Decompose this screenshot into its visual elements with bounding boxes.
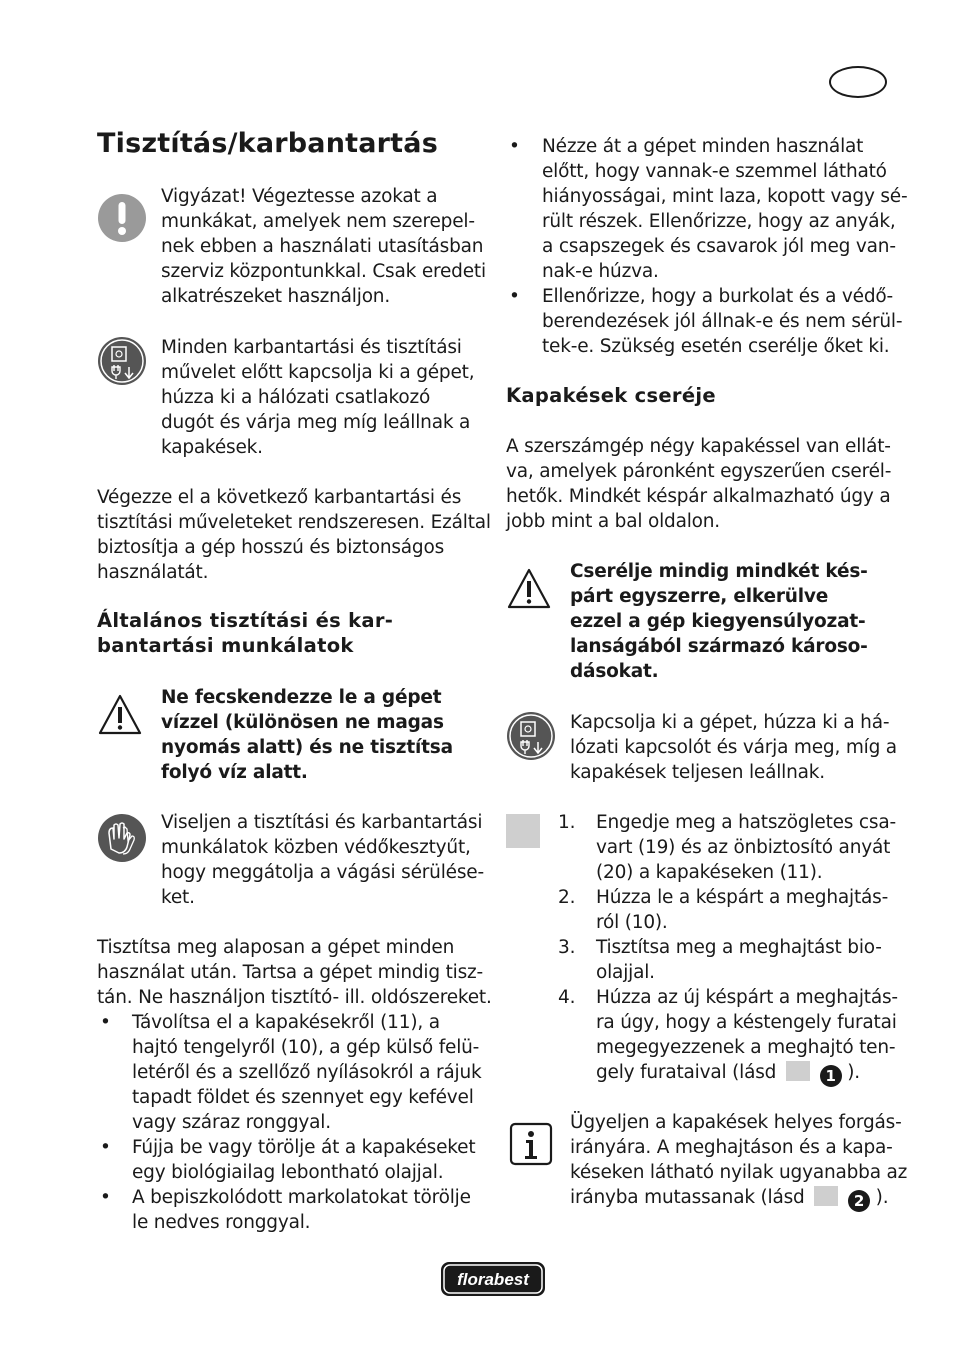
plug-note-1: Minden karbantartási és tisztítási művelet előtt kapcsolja ki a gépet, húzza ki a hálózati csatlakozó dugót és várja meg míg leállnak a kapakések. bbox=[161, 337, 475, 458]
section-heading-general: Általános tisztítási és kar- bantartási munkálatok bbox=[97, 609, 394, 657]
figure-number-badge: 2 bbox=[848, 1190, 870, 1212]
blade-pair-warning: Cserélje mindig mindkét kés- párt egyszerre, elkerülve ezzel a gép kiegyensúlyozat- lanságából származó károso- dásokat. bbox=[570, 561, 868, 682]
blade-intro: A szerszámgép négy kapakéssel van ellát- va, amelyek páronként egyszerűen cserél- hetők. Mindkét késpár alkalmazható úgy a jobb mint a bal oldalon. bbox=[506, 436, 892, 532]
left-bullet-list bbox=[97, 1010, 487, 1235]
warning-paragraph-1: Vigyázat! Végeztesse azokat a munkákat, amelyek nem szerepel- nek ebben a használati utasításban szerviz központunkkal. Csak eredeti alkatrészeket használjon. bbox=[161, 186, 486, 307]
figure-number-badge: 1 bbox=[820, 1065, 842, 1087]
svg-text:florabest: florabest bbox=[457, 1270, 529, 1289]
list-item: • Távolítsa el a kapakésekről (11), a hajtó tengelyről (10), a gép külső felü- letéről és a szellőző nyílásokról a rájuk tapadt földet és szennyet egy kefével vagy száraz ronggyal. bbox=[100, 1012, 482, 1133]
florabest-logo bbox=[438, 1258, 548, 1300]
page-title: Tisztítás/karbantartás bbox=[97, 128, 438, 159]
figure-ref-box bbox=[814, 1186, 838, 1206]
exclamation-icon bbox=[97, 193, 147, 243]
figure-placeholder bbox=[506, 814, 540, 848]
water-warning: Ne fecskendezze le a gépet vízzel (különösen ne magas nyomás alatt) és ne tisztítsa folyó víz alatt. bbox=[161, 687, 453, 783]
list-item: • Fújja be vagy törölje át a kapakéseket egy biológiailag lebontható olajjal. bbox=[100, 1137, 476, 1183]
unplug-icon bbox=[506, 710, 556, 762]
gloves-note: Viseljen a tisztítási és karbantartási munkálatok közben védőkesztyűt, hogy meggátolja a vágási sérülése- ket. bbox=[161, 812, 484, 908]
right-bullet-list bbox=[506, 134, 908, 359]
list-item: 3. Tisztítsa meg a meghajtást bio- olajjal. bbox=[558, 937, 882, 983]
list-item: 4. Húzza az új késpárt a meghajtás- ra úgy, hogy a késtengely furatai megegyezzenek a meghajtó ten- gely furataival (lásd 1 ). bbox=[558, 987, 898, 1085]
language-indicator bbox=[829, 66, 887, 98]
cleaning-intro: Tisztítsa meg alaposan a gépet minden használat után. Tartsa a gépet mindig tisz- tán. Ne használjon tisztító- ill. oldószereket. bbox=[97, 937, 492, 1008]
list-item: 1. Engedje meg a hatszögletes csa- vart (19) és az önbiztosító anyát (20) a kapakéseken (11). bbox=[558, 812, 896, 883]
info-note: Ügyeljen a kapakések helyes forgás- irányára. A meghajtáson és a kapa- késeken látható nyilak ugyanabba az irányba mutassanak (lásd 2 ). bbox=[570, 1112, 908, 1210]
list-item: • A bepiszkolódott markolatokat törölje le nedves ronggyal. bbox=[100, 1187, 471, 1233]
unplug-icon bbox=[97, 335, 147, 387]
steps-list bbox=[558, 810, 903, 1087]
section-heading-blade-replacement: Kapakések cseréje bbox=[506, 384, 716, 407]
warning-triangle-icon bbox=[506, 567, 552, 611]
gloves-icon bbox=[97, 813, 147, 863]
warning-triangle-icon bbox=[97, 693, 143, 737]
list-item: • Ellenőrizze, hogy a burkolat és a védő- berendezések jól állnak-e és nem sérül- tek-e. Szükség esetén cserélje őket ki. bbox=[509, 286, 903, 357]
list-item: • Nézze át a gépet minden használat előtt, hogy vannak-e szemmel látható hiányosságai, mint laza, kopott vagy sé- rült részek. Ellenőrizze, hogy az anyák, a csapszegek és csavarok jól meg van- nak-e húzva. bbox=[509, 136, 908, 282]
plug-note-2: Kapcsolja ki a gépet, húzza ki a há- lózati kapcsolót és várja meg, míg a kapakések teljesen leállnak. bbox=[570, 712, 897, 783]
maintenance-intro: Végezze el a következő karbantartási és tisztítási műveleteket rendszeresen. Ezáltal biztosítja a gép hosszú és biztonságos használatát. bbox=[97, 487, 491, 583]
list-item: 2. Húzza le a késpárt a meghajtás- ról (10). bbox=[558, 887, 889, 933]
figure-ref-box bbox=[786, 1061, 810, 1081]
info-icon bbox=[509, 1122, 553, 1166]
